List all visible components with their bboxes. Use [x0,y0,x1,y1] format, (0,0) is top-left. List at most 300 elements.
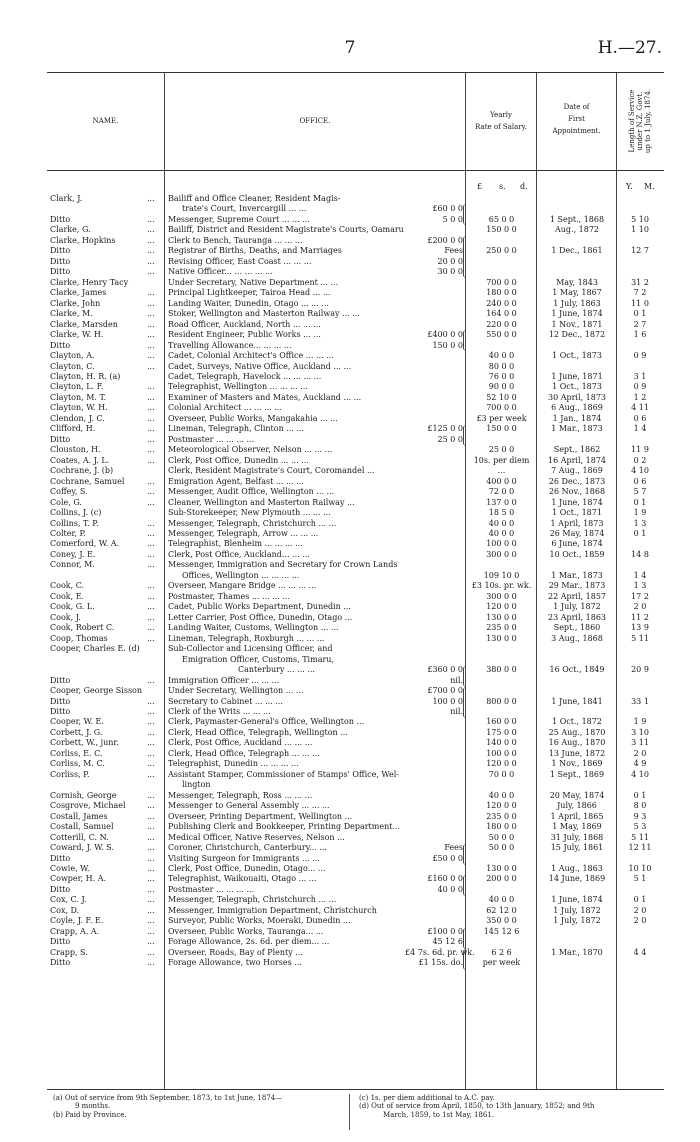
office-cell: Road Officer, Auckland, North ... ... ... [168,319,321,329]
table-row [47,738,664,748]
name-cell: Ditto [50,853,71,863]
appointment-date-cell: 13 June, 1872 [548,748,606,758]
service-length-cell: 1 9 [633,508,647,518]
table-row [47,445,664,455]
salary-cell: £3 10s. pr. wk. [471,581,532,591]
appointment-date-cell: 23 April, 1863 [547,612,606,622]
table-row [47,194,664,204]
table-row [47,267,664,277]
itemized-salary-cell: £360 0 0 [427,665,463,675]
appointment-date-cell: 1 Oct., 1871 [552,508,602,518]
leader-dots: ... [147,309,155,319]
name-cell: Costall, James [50,811,108,821]
salary-cell: 130 0 0 [486,864,517,873]
office-cell: Clerk, Head Office, Telegraph ... ... ... [168,748,320,758]
itemized-salary-cell: £200 0 0 [427,235,463,245]
service-length-cell: 9 3 [633,811,647,821]
table-row [47,571,664,581]
salary-cell: 700 0 0 [486,403,517,413]
leader-dots: ... [147,675,155,685]
leader-dots: ... [147,727,155,737]
name-cell: Corbett, J. G. [50,727,103,737]
table-row [47,602,664,612]
table-row [47,634,664,644]
leader-dots: ... [147,801,155,811]
leader-dots: ... [147,937,155,947]
itemized-salary-cell: Fees [444,843,463,853]
office-cell: Offices, Wellington ... ... ... ... [182,570,300,580]
service-length-cell: 0 1 [633,790,647,800]
table-row [47,320,664,330]
footnote-d: (d) Out of service from April, 1850, to 13th January, 1852; and 9th [359,1102,595,1110]
office-cell: Emigration Agent, Belfast ... ... ... [168,476,304,486]
appointment-date-cell: 3 Aug., 1868 [551,633,603,643]
name-cell: Cosgrove, Michael [50,801,126,811]
footnote-divider [349,1094,350,1130]
service-length-cell: 1 3 [633,581,647,591]
appointment-date-cell: 10 Oct., 1859 [549,549,605,559]
name-cell: Ditto [50,958,71,968]
salary-cell: 120 0 0 [486,801,517,811]
salary-cell: 150 0 0 [486,225,517,235]
service-length-cell: 0 1 [633,529,647,538]
table-row [47,686,664,696]
unit-years: Y. [626,182,633,191]
leader-dots: ... [147,853,155,863]
office-cell: Examiner of Masters and Mates, Auckland ... ... [168,392,362,402]
office-cell: Clerk, Post Office, Dunedin, Otago... ... [168,864,326,873]
salary-cell: 109 10 0 [483,570,520,580]
header-length: Length of Service under N.Z. Govt. up to 1 July, 1874. [628,88,652,154]
header-salary: Yearly Rate of Salary. [475,111,527,131]
salary-cell: 120 0 0 [486,602,517,612]
name-cell: Comerford, W. A. [50,539,120,549]
office-cell: Emigration Officer, Customs, Timaru, [182,654,334,664]
table-row [47,539,664,549]
name-cell: Costall, Samuel [50,822,114,832]
service-length-cell: 2 0 [633,916,647,926]
leader-dots: ... [147,759,155,769]
table-row [47,728,664,738]
table-row [47,309,664,319]
table-row [47,613,664,623]
service-length-cell: 5 3 [633,822,647,832]
leader-dots: ... [147,455,155,465]
appointment-date-cell: 16 Aug., 1870 [548,738,606,748]
table-row [47,351,664,361]
table-row [47,749,664,759]
leader-dots: ... [147,340,155,350]
leader-dots: ... [147,235,155,245]
salary-cell: 40 0 0 [488,518,515,528]
salary-cell: 200 0 0 [486,874,517,884]
leader-dots: ... [147,591,155,601]
office-cell: Clerk, Post Office, Dunedin ... ... ... [168,455,309,465]
service-length-cell: 7 2 [633,288,647,298]
leader-dots: ... [147,706,155,716]
service-length-cell: 10 10 [628,864,652,873]
office-cell: Landing Waiter, Dunedin, Otago ... ... ... [168,298,329,308]
table-row [47,529,664,539]
service-length-cell: 4 10 [631,466,649,476]
office-cell: Coroner, Christchurch, Canterbury... ... [168,843,327,853]
unit-shillings: s. [499,182,506,191]
appointment-date-cell: 1 Nov., 1871 [551,319,603,329]
table-row [47,833,664,843]
header-date: Date of First Appointment. [552,103,601,135]
itemized-salary-cell: 30 0 0 [437,267,463,277]
name-cell: Ditto [50,340,71,350]
salary-cell: 220 0 0 [486,319,517,329]
office-cell: Overseer, Public Works, Mangakahia ... ... [168,413,338,423]
service-length-cell: 0 1 [633,497,647,507]
office-cell: Resident Engineer, Public Works ... ... [168,330,321,340]
name-cell: Cotterill, C. N. [50,832,109,842]
leader-dots: ... [147,717,155,727]
office-cell: Cadet, Telegraph, Havelock ... ... ... ... [168,371,322,381]
appointment-date-cell: 6 Aug., 1869 [551,403,603,413]
table-row [47,215,664,225]
name-cell: Ditto [50,214,71,224]
service-length-cell: 1 2 [633,392,647,402]
salary-cell: 300 0 0 [486,549,517,559]
office-cell: Surveyor, Public Works, Moeraki, Dunedin ... [168,916,351,926]
table-row [47,822,664,832]
name-cell: Clayton, C. [50,361,95,371]
office-cell: Overseer, Roads, Bay of Plenty ... [168,947,303,957]
appointment-date-cell: 7 Aug., 1869 [551,466,603,476]
service-length-cell: 11 9 [631,445,649,455]
service-length-cell: 0 9 [633,351,647,361]
table-row [47,592,664,602]
appointment-date-cell: 12 Dec., 1872 [548,330,606,340]
leader-dots: ... [147,298,155,308]
leader-dots: ... [147,602,155,612]
office-cell: Messenger, Immigration Department, Christchurch [168,905,377,915]
salary-cell: 180 0 0 [486,288,517,298]
footnote-a-cont: 9 months. [75,1102,111,1110]
name-cell: Coward, J. W. S. [50,843,114,853]
leader-dots: ... [147,403,155,413]
appointment-date-cell: 16 April, 1874 [547,455,606,465]
table-row [47,916,664,926]
appointment-date-cell: 1 Mar., 1873 [551,570,603,580]
table-row [47,403,664,413]
office-cell: Messenger to General Assembly ... ... ... [168,801,330,811]
header-rule [47,170,664,171]
grouping-brace [463,949,466,970]
header-office: OFFICE. [299,117,331,125]
document-reference: H.—27. [597,38,662,58]
office-cell: Revising Officer, East Coast ... ... ... [168,256,312,266]
office-cell: Telegraphist, Blenheim ... ... ... ... [168,539,303,549]
service-length-cell: 20 9 [631,665,649,675]
name-cell: Cooper, George Sisson [50,686,143,696]
service-length-cell: 1 4 [633,570,647,580]
office-cell: Telegraphist, Wellington ... ... ... ... [168,382,308,392]
salary-cell: 65 0 0 [488,214,515,224]
grouping-brace [463,425,466,446]
appointment-date-cell: 14 June, 1869 [548,874,606,884]
service-length-cell: 12 7 [631,246,649,256]
itemized-salary-cell: nil. [450,706,463,716]
office-cell: Sub-Collector and Licensing Officer, and [168,644,333,654]
leader-dots: ... [147,214,155,224]
salary-cell: 25 0 0 [488,445,515,455]
name-cell: Ditto [50,246,71,256]
name-cell: Colter, P. [50,529,86,538]
footnote-c: (c) 1s. per diem additional to A.C. pay. [359,1094,495,1102]
table-row [47,644,664,654]
salary-cell: 145 12 6 [483,926,520,936]
leader-dots: ... [147,958,155,968]
itemized-salary-cell: Fees [444,246,463,256]
salary-cell: 350 0 0 [486,916,517,926]
leader-dots: ... [147,884,155,894]
name-cell: Ditto [50,696,71,706]
table-row [47,204,664,214]
leader-dots: ... [147,497,155,507]
leader-dots: ... [147,905,155,915]
salary-cell: 150 0 0 [486,424,517,434]
name-cell: Corliss, M. C. [50,759,105,769]
office-cell: Postmaster ... ... ... ... [168,434,255,444]
salary-cell: 164 0 0 [486,309,517,319]
leader-dots: ... [147,623,155,633]
table-row [47,906,664,916]
service-length-cell: 5 1 [633,874,647,884]
salary-cell: 700 0 0 [486,277,517,287]
table-row [47,246,664,256]
office-cell: Postmaster ... ... ... ... [168,884,255,894]
salary-cell: 80 0 0 [488,361,515,371]
service-length-cell: 13 9 [631,623,649,633]
office-cell: Clerk, Paymaster-General's Office, Wellington ... [168,717,365,727]
salary-cell: 235 0 0 [486,811,517,821]
leader-dots: ... [147,487,155,497]
appointment-date-cell: 20 May, 1874 [549,790,605,800]
name-cell: Cook, J. [50,612,81,622]
leader-dots: ... [147,748,155,758]
appointment-date-cell: 1 Mar., 1873 [551,424,603,434]
name-cell: Ditto [50,884,71,894]
unit-months: M. [644,182,655,191]
table-row [47,393,664,403]
appointment-date-cell: 1 July, 1872 [553,602,601,612]
office-cell: Sub-Storekeeper, New Plymouth ... ... ... [168,508,331,518]
office-cell: Clerk to Bench, Tauranga ... ... ... [168,235,303,245]
name-cell: Crapp, S. [50,947,88,957]
office-cell: Messenger, Audit Office, Wellington ... ... [168,487,335,497]
itemized-salary-cell: 45 12 6 [432,937,463,947]
leader-dots: ... [147,790,155,800]
office-cell: Cadet, Colonial Architect's Office ... ... ... [168,351,334,361]
leader-dots: ... [147,612,155,622]
service-length-cell: 0 1 [633,895,647,905]
office-cell: Messenger, Immigration and Secretary for Crown Lands [168,560,398,570]
table-row [47,477,664,487]
staff-table [47,72,664,1090]
office-cell: Under Secretary, Wellington ... ... [168,686,304,696]
appointment-date-cell: 1 Oct., 1872 [552,717,602,727]
office-cell: Cleaner, Wellington and Masterton Railway ... [168,497,355,507]
service-length-cell: 11 0 [631,298,649,308]
office-cell: trate's Court, Invercargill ... ... [182,204,307,214]
name-cell: Cowper, H. A. [50,874,107,884]
unit-pence: d. [520,182,528,191]
service-length-cell: 2 0 [633,748,647,758]
service-length-cell: 2 7 [633,319,647,329]
office-cell: Landing Waiter, Customs, Wellington ... ... [168,623,339,633]
appointment-date-cell: Sept., 1862 [553,445,601,455]
table-row [47,341,664,351]
name-cell: Cowie, W. [50,864,90,873]
appointment-date-cell: 22 April, 1857 [547,591,606,601]
itemized-salary-cell: £125 0 0 [427,424,463,434]
appointment-date-cell: 29 Mar., 1873 [548,581,606,591]
name-cell: Crapp, A. A. [50,926,100,936]
table-row [47,236,664,246]
leader-dots: ... [147,392,155,402]
leader-dots: ... [147,413,155,423]
table-row [47,801,664,811]
salary-cell: 175 0 0 [486,727,517,737]
office-cell: Messenger, Telegraph, Christchurch ... ... [168,518,337,528]
itemized-salary-cell: £1 15s. do. [418,958,463,968]
office-cell: Under Secretary, Native Department ... ... [168,277,339,287]
leader-dots: ... [147,926,155,936]
name-cell: Ditto [50,256,71,266]
leader-dots: ... [147,424,155,434]
office-cell: Secretary to Cabinet ... ... ... [168,696,283,706]
service-length-cell: 0 9 [633,382,647,392]
appointment-date-cell: 6 June, 1874 [551,539,603,549]
salary-cell: 120 0 0 [486,759,517,769]
name-cell: Coyle, J. F. E. [50,916,104,926]
service-length-cell: 3 1 [633,371,647,381]
service-length-cell: 1 6 [633,330,647,340]
service-length-cell: 4 11 [631,403,649,413]
salary-cell: 140 0 0 [486,738,517,748]
name-cell: Clark, J. [50,194,83,203]
service-length-cell: 2 0 [633,905,647,915]
table-body [47,194,664,969]
name-cell: Clayton, H. R. (a) [50,371,121,381]
itemized-salary-cell: £100 0 0 [427,926,463,936]
office-cell: Bailiff, District and Resident Magistrate's Courts, Oamaru [168,225,404,235]
office-cell: Stoker, Wellington and Masterton Railway ... ... [168,309,360,319]
service-length-cell: 1 3 [633,518,647,528]
service-length-cell: 12 11 [628,843,652,853]
table-row [47,958,664,968]
table-row [47,550,664,560]
appointment-date-cell: 1 June, 1874 [551,895,603,905]
leader-dots: ... [147,822,155,832]
office-cell: Assistant Stamper, Commissioner of Stamps' Office, Wel- [168,769,399,779]
service-length-cell: 1 4 [633,424,647,434]
name-cell: Cox, C. J. [50,895,87,905]
leader-dots: ... [147,267,155,277]
office-cell: lington [182,780,211,790]
name-cell: Coffey, S. [50,487,88,497]
header-name: NAME. [92,117,119,125]
appointment-date-cell: 15 July, 1861 [550,843,604,853]
service-length-cell: 4 9 [633,759,647,769]
leader-dots: ... [147,539,155,549]
table-row [47,372,664,382]
table-row [47,225,664,235]
table-row [47,487,664,497]
table-row [47,519,664,529]
table-row [47,948,664,958]
appointment-date-cell: 26 Dec., 1873 [548,476,606,486]
salary-cell: 400 0 0 [486,476,517,486]
table-row [47,895,664,905]
leader-dots: ... [147,256,155,266]
salary-cell: 800 0 0 [486,696,517,706]
leader-dots: ... [147,476,155,486]
appointment-date-cell: 1 July, 1863 [553,298,601,308]
appointment-date-cell: 16 Oct., 1849 [549,665,605,675]
service-length-cell: 5 7 [633,487,647,497]
table-row [47,414,664,424]
appointment-date-cell: 1 Sept., 1868 [549,214,605,224]
appointment-date-cell: 1 Aug., 1863 [551,864,603,873]
service-length-cell: 17 2 [631,591,649,601]
name-cell: Clarke, Hopkins [50,235,116,245]
name-cell: Coop, Thomas [50,633,108,643]
leader-dots: ... [147,633,155,643]
name-cell: Coney, J. E. [50,549,96,559]
name-cell: Collins, T. P. [50,518,99,528]
leader-dots: ... [147,560,155,570]
grouping-brace [463,928,466,949]
leader-dots: ... [147,696,155,706]
name-cell: Cook, E. [50,591,85,601]
name-cell: Clarke, John [50,298,101,308]
table-row [47,581,664,591]
name-cell: Clarke, James [50,288,107,298]
appointment-date-cell: 1 June, 1871 [551,371,603,381]
service-length-cell: 0 2 [633,455,647,465]
salary-cell: 70 0 0 [488,769,515,779]
salary-cell: 130 0 0 [486,633,517,643]
grouping-brace [463,236,466,278]
table-row [47,697,664,707]
grouping-brace [463,687,466,718]
salary-cell: ... [497,466,506,476]
name-cell: Corbett, W., junr. [50,738,119,748]
leader-dots: ... [147,330,155,340]
name-cell: Clendon, J. C. [50,413,105,423]
office-cell: Cadet, Public Works Department, Dunedin ... [168,602,351,612]
name-cell: Cook, Robert C. [50,623,115,633]
units-row [47,182,664,194]
leader-dots: ... [147,445,155,455]
salary-cell: 18 5 0 [488,508,515,518]
salary-cell: 72 0 0 [488,487,515,497]
table-row [47,874,664,884]
salary-cell: 40 0 0 [488,351,515,361]
table-row [47,560,664,570]
office-cell: Clerk of the Writs ... ... ... [168,706,271,716]
name-cell: Cooper, W. E. [50,717,104,727]
office-cell: Forage Allowance, two Horses ... [168,958,302,968]
table-row [47,466,664,476]
salary-cell: 52 10 0 [486,392,517,402]
itemized-salary-cell: £60 0 0 [432,204,463,214]
name-cell: Clayton, W. H. [50,403,108,413]
